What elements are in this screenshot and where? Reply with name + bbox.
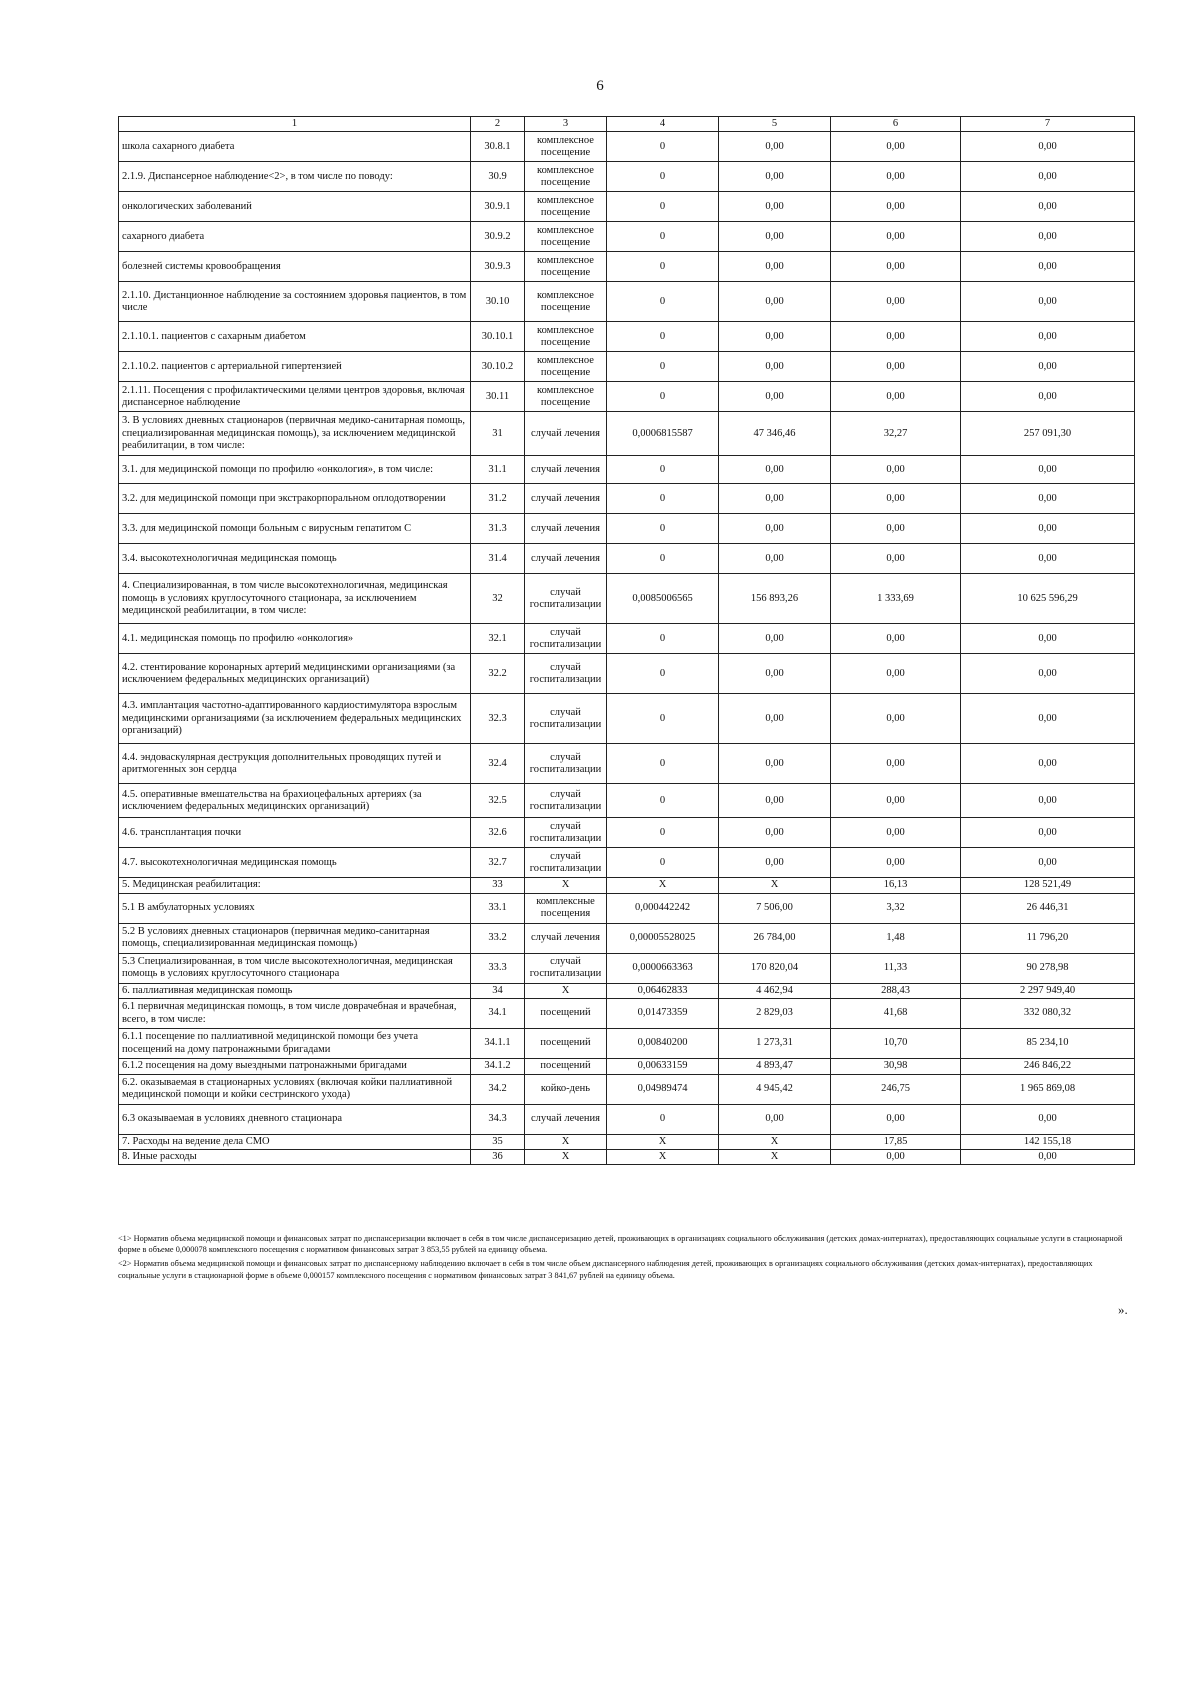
cell-code: 31.3 xyxy=(471,514,525,544)
cell-unit: комплексное посещение xyxy=(525,282,607,322)
cell-per-capita: 1 333,69 xyxy=(831,574,961,624)
cell-total: 0,00 xyxy=(961,162,1135,192)
header-col-6: 6 xyxy=(831,117,961,132)
table-header-row xyxy=(119,117,1135,132)
cell-code: 33.1 xyxy=(471,893,525,923)
cell-unit: случай госпитализации xyxy=(525,694,607,744)
cell-norm: 0 xyxy=(607,694,719,744)
cell-unit: случай госпитализации xyxy=(525,953,607,983)
cell-unit: комплексное посещение xyxy=(525,192,607,222)
cell-unit: случай госпитализации xyxy=(525,784,607,818)
table-row xyxy=(119,222,1135,252)
cell-code: 30.10.2 xyxy=(471,352,525,382)
cell-name: 5.2 В условиях дневных стационаров (первичная медико-санитарная помощь, специализированная медицинская помощь) xyxy=(119,923,471,953)
table-row xyxy=(119,818,1135,848)
cell-code: 35 xyxy=(471,1134,525,1149)
header-col-2: 2 xyxy=(471,117,525,132)
cell-name: 4.7. высокотехнологичная медицинская помощь xyxy=(119,848,471,878)
cell-total: 257 091,30 xyxy=(961,412,1135,456)
cell-code: 30.9.2 xyxy=(471,222,525,252)
cell-name: 5.1 В амбулаторных условиях xyxy=(119,893,471,923)
cell-norm: 0,00005528025 xyxy=(607,923,719,953)
cell-cost: 0,00 xyxy=(719,514,831,544)
cell-name: 2.1.10.1. пациентов с сахарным диабетом xyxy=(119,322,471,352)
cell-total: 26 446,31 xyxy=(961,893,1135,923)
cell-per-capita: 0,00 xyxy=(831,132,961,162)
cell-total: 0,00 xyxy=(961,282,1135,322)
table-row xyxy=(119,132,1135,162)
cell-norm: 0 xyxy=(607,162,719,192)
cell-norm: 0 xyxy=(607,382,719,412)
cell-cost: 0,00 xyxy=(719,784,831,818)
cell-name: 7. Расходы на ведение дела СМО xyxy=(119,1134,471,1149)
cell-total: 0,00 xyxy=(961,818,1135,848)
cell-code: 31 xyxy=(471,412,525,456)
cell-cost: 4 462,94 xyxy=(719,983,831,998)
table-row xyxy=(119,624,1135,654)
cell-cost: 0,00 xyxy=(719,282,831,322)
table-row xyxy=(119,382,1135,412)
cell-name: 2.1.9. Диспансерное наблюдение<2>, в том числе по поводу: xyxy=(119,162,471,192)
cell-norm: 0,06462833 xyxy=(607,983,719,998)
table-row xyxy=(119,953,1135,983)
cell-code: 30.8.1 xyxy=(471,132,525,162)
cell-per-capita: 11,33 xyxy=(831,953,961,983)
cell-norm: 0 xyxy=(607,848,719,878)
cell-per-capita: 3,32 xyxy=(831,893,961,923)
header-col-3: 3 xyxy=(525,117,607,132)
closing-quote-mark: ». xyxy=(1118,1302,1128,1317)
cell-per-capita: 0,00 xyxy=(831,382,961,412)
cell-per-capita: 0,00 xyxy=(831,484,961,514)
cell-norm: 0 xyxy=(607,222,719,252)
cell-norm: 0,0000663363 xyxy=(607,953,719,983)
cell-code: 30.9.3 xyxy=(471,252,525,282)
header-col-1: 1 xyxy=(119,117,471,132)
cell-total: 0,00 xyxy=(961,382,1135,412)
table-row xyxy=(119,1029,1135,1059)
table-row xyxy=(119,983,1135,998)
cell-unit: X xyxy=(525,878,607,893)
cell-unit: комплексное посещение xyxy=(525,252,607,282)
cell-name: онкологических заболеваний xyxy=(119,192,471,222)
cell-name: 2.1.10.2. пациентов с артериальной гипертензией xyxy=(119,352,471,382)
cell-per-capita: 0,00 xyxy=(831,352,961,382)
cell-per-capita: 0,00 xyxy=(831,222,961,252)
table-row xyxy=(119,878,1135,893)
cell-norm: 0 xyxy=(607,352,719,382)
cell-unit: комплексное посещение xyxy=(525,322,607,352)
header-col-4: 4 xyxy=(607,117,719,132)
cell-per-capita: 0,00 xyxy=(831,282,961,322)
cell-unit: посещений xyxy=(525,1029,607,1059)
cell-norm: X xyxy=(607,1149,719,1164)
table-row xyxy=(119,1149,1135,1164)
cell-total: 0,00 xyxy=(961,848,1135,878)
table-row xyxy=(119,784,1135,818)
cell-per-capita: 246,75 xyxy=(831,1074,961,1104)
cell-cost: X xyxy=(719,1149,831,1164)
cell-norm: 0 xyxy=(607,624,719,654)
cell-per-capita: 32,27 xyxy=(831,412,961,456)
cell-total: 0,00 xyxy=(961,1104,1135,1134)
table-row xyxy=(119,848,1135,878)
cell-unit: комплексное посещение xyxy=(525,132,607,162)
cell-per-capita: 288,43 xyxy=(831,983,961,998)
cell-cost: 0,00 xyxy=(719,694,831,744)
cell-per-capita: 0,00 xyxy=(831,694,961,744)
cell-norm: 0,0006815587 xyxy=(607,412,719,456)
table-row xyxy=(119,514,1135,544)
cell-name: школа сахарного диабета xyxy=(119,132,471,162)
cell-per-capita: 0,00 xyxy=(831,654,961,694)
cell-code: 36 xyxy=(471,1149,525,1164)
cell-norm: 0,00633159 xyxy=(607,1059,719,1074)
cell-per-capita: 0,00 xyxy=(831,744,961,784)
table-row xyxy=(119,544,1135,574)
cell-code: 34.1.2 xyxy=(471,1059,525,1074)
cell-total: 0,00 xyxy=(961,322,1135,352)
cell-per-capita: 0,00 xyxy=(831,162,961,192)
cell-cost: 0,00 xyxy=(719,132,831,162)
cell-code: 31.2 xyxy=(471,484,525,514)
cell-name: 3.1. для медицинской помощи по профилю «онкология», в том числе: xyxy=(119,456,471,484)
cell-norm: 0,00840200 xyxy=(607,1029,719,1059)
cell-code: 33.3 xyxy=(471,953,525,983)
cell-total: 0,00 xyxy=(961,1149,1135,1164)
cell-name: 6.1.2 посещения на дому выездными патронажными бригадами xyxy=(119,1059,471,1074)
cell-norm: 0 xyxy=(607,192,719,222)
cell-name: 6.2. оказываемая в стационарных условиях (включая койки паллиативной медицинской помощи и койки сестринского ухода) xyxy=(119,1074,471,1104)
footnotes xyxy=(118,1233,1128,1284)
cell-unit: посещений xyxy=(525,999,607,1029)
cell-name: 3.3. для медицинской помощи больным с вирусным гепатитом С xyxy=(119,514,471,544)
cell-norm: 0 xyxy=(607,514,719,544)
table-row xyxy=(119,654,1135,694)
cell-norm: X xyxy=(607,1134,719,1149)
footnote-1: <1> Норматив объема медицинской помощи и финансовых затрат по диспансеризации включает в себя в том числе диспансеризацию детей, проживающих в организациях социального обслуживания (детских домах-интернатах), предоставляющих социальные услуги в стационарной форме в объеме 0,000078 комплексного посещения с нормативом финансовых затрат 3 853,55 рублей на единицу объема. xyxy=(118,1234,1123,1255)
cell-cost: 0,00 xyxy=(719,624,831,654)
cell-cost: X xyxy=(719,878,831,893)
cell-cost: 47 346,46 xyxy=(719,412,831,456)
table-row xyxy=(119,412,1135,456)
cell-per-capita: 0,00 xyxy=(831,1149,961,1164)
table-row xyxy=(119,893,1135,923)
cell-name: 4.1. медицинская помощь по профилю «онкология» xyxy=(119,624,471,654)
cell-per-capita: 0,00 xyxy=(831,192,961,222)
cell-cost: 0,00 xyxy=(719,162,831,192)
cell-cost: 0,00 xyxy=(719,654,831,694)
cell-norm: 0 xyxy=(607,744,719,784)
cell-per-capita: 0,00 xyxy=(831,514,961,544)
cell-cost: 0,00 xyxy=(719,1104,831,1134)
cell-total: 11 796,20 xyxy=(961,923,1135,953)
table-row xyxy=(119,484,1135,514)
cell-total: 0,00 xyxy=(961,222,1135,252)
cell-name: 2.1.10. Дистанционное наблюдение за состоянием здоровья пациентов, в том числе xyxy=(119,282,471,322)
cell-total: 0,00 xyxy=(961,192,1135,222)
cell-unit: комплексное посещение xyxy=(525,382,607,412)
cell-code: 31.1 xyxy=(471,456,525,484)
cell-per-capita: 30,98 xyxy=(831,1059,961,1074)
cell-code: 30.11 xyxy=(471,382,525,412)
cell-cost: X xyxy=(719,1134,831,1149)
cell-per-capita: 1,48 xyxy=(831,923,961,953)
cell-code: 34.1 xyxy=(471,999,525,1029)
cell-code: 32.7 xyxy=(471,848,525,878)
cell-norm: 0 xyxy=(607,654,719,694)
cell-total: 0,00 xyxy=(961,514,1135,544)
cell-total: 0,00 xyxy=(961,132,1135,162)
cell-code: 30.9.1 xyxy=(471,192,525,222)
page-number: 6 xyxy=(596,78,604,94)
cell-name: 4.3. имплантация частотно-адаптированного кардиостимулятора взрослым медицинскими организациями (за исключением федеральных медицинских организаций) xyxy=(119,694,471,744)
cell-total: 0,00 xyxy=(961,784,1135,818)
table-row xyxy=(119,1134,1135,1149)
table-row xyxy=(119,282,1135,322)
cell-norm: 0 xyxy=(607,282,719,322)
cell-cost: 26 784,00 xyxy=(719,923,831,953)
cell-code: 34.1.1 xyxy=(471,1029,525,1059)
cell-cost: 7 506,00 xyxy=(719,893,831,923)
cell-name: 4.6. трансплантация почки xyxy=(119,818,471,848)
cell-per-capita: 0,00 xyxy=(831,624,961,654)
cell-name: 6.3 оказываемая в условиях дневного стационара xyxy=(119,1104,471,1134)
cell-norm: 0 xyxy=(607,252,719,282)
cell-name: 3. В условиях дневных стационаров (первичная медико-санитарная помощь, специализированная медицинская помощь), за исключением медицинской реабилитации, в том числе: xyxy=(119,412,471,456)
cell-cost: 0,00 xyxy=(719,252,831,282)
cell-name: 4.4. эндоваскулярная деструкция дополнительных проводящих путей и аритмогенных зон сердца xyxy=(119,744,471,784)
cell-unit: X xyxy=(525,1134,607,1149)
cell-unit: комплексное посещение xyxy=(525,222,607,252)
cell-name: 2.1.11. Посещения с профилактическими целями центров здоровья, включая диспансерное наблюдение xyxy=(119,382,471,412)
cell-cost: 0,00 xyxy=(719,322,831,352)
cell-name: 4.2. стентирование коронарных артерий медицинскими организациями (за исключением федеральных медицинских организаций) xyxy=(119,654,471,694)
cell-per-capita: 0,00 xyxy=(831,544,961,574)
cell-per-capita: 0,00 xyxy=(831,784,961,818)
cell-code: 32.2 xyxy=(471,654,525,694)
cell-total: 142 155,18 xyxy=(961,1134,1135,1149)
cell-name: 6.1 первичная медицинская помощь, в том числе доврачебная и врачебная, всего, в том числе: xyxy=(119,999,471,1029)
cell-total: 0,00 xyxy=(961,654,1135,694)
cell-cost: 0,00 xyxy=(719,484,831,514)
footnote-2: <2> Норматив объема медицинской помощи и финансовых затрат по диспансерному наблюдению включает в себя в том числе объем диспансерного наблюдения детей, проживающих в организациях социального обслуживания (детских домах-интернатах), предоставляющих социальные услуги в стационарной форме в объеме 0,000157 комплексного посещения с нормативом финансовых затрат 3 841,67 рублей на единицу объема. xyxy=(118,1259,1093,1280)
cell-code: 34.3 xyxy=(471,1104,525,1134)
cell-total: 85 234,10 xyxy=(961,1029,1135,1059)
cell-unit: случай госпитализации xyxy=(525,848,607,878)
cell-norm: 0 xyxy=(607,818,719,848)
header-col-7: 7 xyxy=(961,117,1135,132)
cell-per-capita: 0,00 xyxy=(831,252,961,282)
cell-name: 5. Медицинская реабилитация: xyxy=(119,878,471,893)
cell-cost: 1 273,31 xyxy=(719,1029,831,1059)
cell-unit: случай лечения xyxy=(525,1104,607,1134)
cell-total: 128 521,49 xyxy=(961,878,1135,893)
cell-unit: койко-день xyxy=(525,1074,607,1104)
table-row xyxy=(119,252,1135,282)
cell-per-capita: 17,85 xyxy=(831,1134,961,1149)
cell-cost: 0,00 xyxy=(719,222,831,252)
table-row xyxy=(119,923,1135,953)
cell-name: 6.1.1 посещение по паллиативной медицинской помощи без учета посещений на дому патронажными бригадами xyxy=(119,1029,471,1059)
cell-name: болезней системы кровообращения xyxy=(119,252,471,282)
cell-unit: случай лечения xyxy=(525,412,607,456)
cell-per-capita: 0,00 xyxy=(831,1104,961,1134)
cell-cost: 170 820,04 xyxy=(719,953,831,983)
cell-unit: комплексные посещения xyxy=(525,893,607,923)
cell-total: 0,00 xyxy=(961,694,1135,744)
table-row xyxy=(119,192,1135,222)
table-row xyxy=(119,999,1135,1029)
cell-norm: 0 xyxy=(607,484,719,514)
cell-cost: 2 829,03 xyxy=(719,999,831,1029)
cell-name: сахарного диабета xyxy=(119,222,471,252)
cell-total: 0,00 xyxy=(961,744,1135,784)
cell-code: 32 xyxy=(471,574,525,624)
cell-code: 34 xyxy=(471,983,525,998)
cell-name: 3.2. для медицинской помощи при экстракорпоральном оплодотворении xyxy=(119,484,471,514)
cell-cost: 4 945,42 xyxy=(719,1074,831,1104)
cell-total: 0,00 xyxy=(961,456,1135,484)
table-row xyxy=(119,1059,1135,1074)
cell-code: 34.2 xyxy=(471,1074,525,1104)
cell-per-capita: 0,00 xyxy=(831,456,961,484)
cell-total: 332 080,32 xyxy=(961,999,1135,1029)
cell-cost: 0,00 xyxy=(719,456,831,484)
cell-cost: 0,00 xyxy=(719,352,831,382)
cell-unit: случай госпитализации xyxy=(525,744,607,784)
cell-cost: 156 893,26 xyxy=(719,574,831,624)
cell-norm: 0,0085006565 xyxy=(607,574,719,624)
cell-total: 246 846,22 xyxy=(961,1059,1135,1074)
cell-norm: 0 xyxy=(607,1104,719,1134)
cell-unit: комплексное посещение xyxy=(525,162,607,192)
cell-unit: случай госпитализации xyxy=(525,624,607,654)
cell-cost: 0,00 xyxy=(719,544,831,574)
cell-per-capita: 0,00 xyxy=(831,848,961,878)
cell-code: 33 xyxy=(471,878,525,893)
cell-norm: 0,01473359 xyxy=(607,999,719,1029)
cell-code: 30.10 xyxy=(471,282,525,322)
cell-unit: случай лечения xyxy=(525,456,607,484)
cell-norm: 0 xyxy=(607,322,719,352)
cell-total: 0,00 xyxy=(961,252,1135,282)
cell-per-capita: 10,70 xyxy=(831,1029,961,1059)
cell-name: 3.4. высокотехнологичная медицинская помощь xyxy=(119,544,471,574)
cell-unit: посещений xyxy=(525,1059,607,1074)
cell-per-capita: 0,00 xyxy=(831,322,961,352)
cell-code: 32.5 xyxy=(471,784,525,818)
cell-per-capita: 0,00 xyxy=(831,818,961,848)
cell-norm: 0 xyxy=(607,784,719,818)
cell-unit: случай лечения xyxy=(525,544,607,574)
table-row xyxy=(119,1104,1135,1134)
cell-name: 4.5. оперативные вмешательства на брахиоцефальных артериях (за исключением федеральных медицинских организаций) xyxy=(119,784,471,818)
cell-code: 33.2 xyxy=(471,923,525,953)
cell-name: 6. паллиативная медицинская помощь xyxy=(119,983,471,998)
cell-code: 31.4 xyxy=(471,544,525,574)
data-table xyxy=(118,116,1135,1165)
cell-per-capita: 16,13 xyxy=(831,878,961,893)
cell-cost: 0,00 xyxy=(719,382,831,412)
cell-code: 30.10.1 xyxy=(471,322,525,352)
table-row xyxy=(119,456,1135,484)
table-row xyxy=(119,1074,1135,1104)
cell-cost: 4 893,47 xyxy=(719,1059,831,1074)
cell-total: 1 965 869,08 xyxy=(961,1074,1135,1104)
cell-norm: 0 xyxy=(607,456,719,484)
cell-per-capita: 41,68 xyxy=(831,999,961,1029)
table-row xyxy=(119,162,1135,192)
cell-code: 32.3 xyxy=(471,694,525,744)
cell-name: 5.3 Специализированная, в том числе высокотехнологичная, медицинская помощь в условиях круглосуточного стационара xyxy=(119,953,471,983)
cell-total: 0,00 xyxy=(961,484,1135,514)
cell-norm: X xyxy=(607,878,719,893)
table-row xyxy=(119,322,1135,352)
cell-unit: X xyxy=(525,983,607,998)
cell-cost: 0,00 xyxy=(719,744,831,784)
cell-total: 0,00 xyxy=(961,544,1135,574)
cell-code: 32.4 xyxy=(471,744,525,784)
cell-norm: 0,000442242 xyxy=(607,893,719,923)
cell-total: 0,00 xyxy=(961,352,1135,382)
table-row xyxy=(119,694,1135,744)
cell-code: 30.9 xyxy=(471,162,525,192)
table-row xyxy=(119,352,1135,382)
cell-code: 32.6 xyxy=(471,818,525,848)
cell-name: 8. Иные расходы xyxy=(119,1149,471,1164)
cell-total: 2 297 949,40 xyxy=(961,983,1135,998)
cell-cost: 0,00 xyxy=(719,818,831,848)
cell-total: 90 278,98 xyxy=(961,953,1135,983)
header-col-5: 5 xyxy=(719,117,831,132)
cell-norm: 0,04989474 xyxy=(607,1074,719,1104)
cell-cost: 0,00 xyxy=(719,192,831,222)
cell-unit: X xyxy=(525,1149,607,1164)
cell-unit: случай госпитализации xyxy=(525,818,607,848)
cell-norm: 0 xyxy=(607,544,719,574)
cell-unit: случай госпитализации xyxy=(525,654,607,694)
cell-cost: 0,00 xyxy=(719,848,831,878)
cell-unit: комплексное посещение xyxy=(525,352,607,382)
table-row xyxy=(119,744,1135,784)
cell-total: 0,00 xyxy=(961,624,1135,654)
cell-unit: случай лечения xyxy=(525,484,607,514)
cell-total: 10 625 596,29 xyxy=(961,574,1135,624)
cell-unit: случай госпитализации xyxy=(525,574,607,624)
table-row xyxy=(119,574,1135,624)
cell-unit: случай лечения xyxy=(525,923,607,953)
cell-unit: случай лечения xyxy=(525,514,607,544)
cell-name: 4. Специализированная, в том числе высокотехнологичная, медицинская помощь в условиях круглосуточного стационара, за исключением медицинской реабилитации, в том числе: xyxy=(119,574,471,624)
cell-norm: 0 xyxy=(607,132,719,162)
cell-code: 32.1 xyxy=(471,624,525,654)
